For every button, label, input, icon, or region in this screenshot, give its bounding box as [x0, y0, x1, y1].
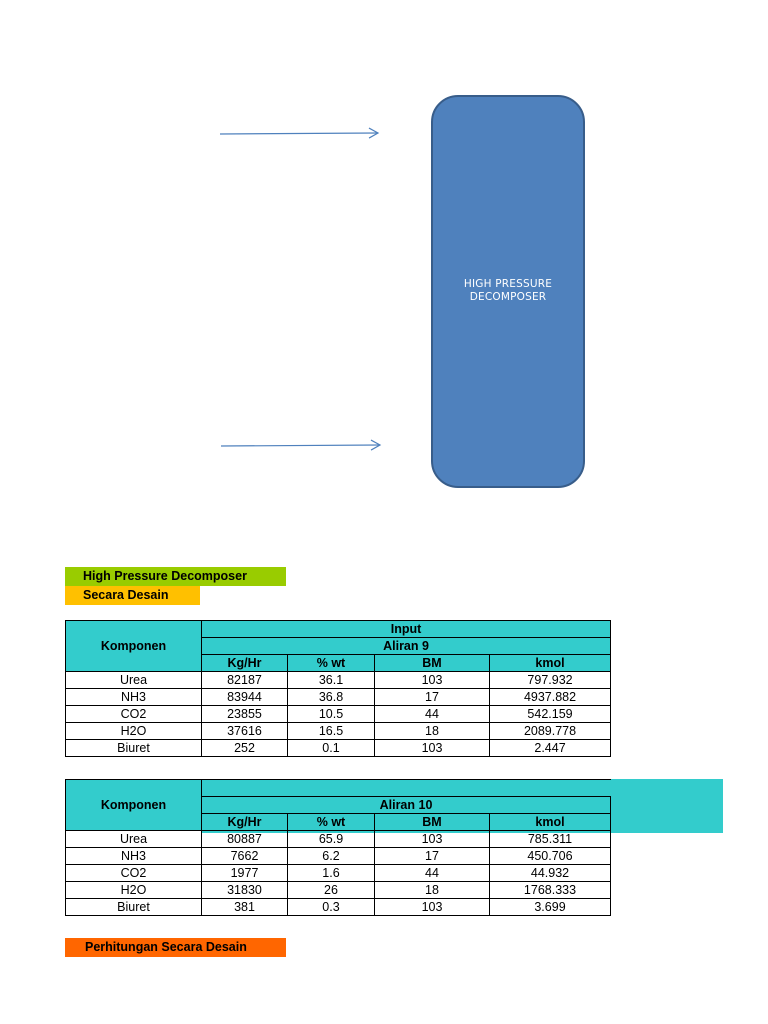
- inlet-arrow-top: [220, 133, 378, 134]
- table-cell: 450.706: [490, 848, 611, 865]
- table-cell: 103: [375, 672, 490, 689]
- stream-header: Aliran 9: [202, 638, 611, 655]
- table-cell: 6.2: [288, 848, 375, 865]
- table-row: [66, 899, 611, 916]
- table-cell: 37616: [202, 723, 288, 740]
- stream-header: Aliran 10: [202, 797, 611, 814]
- col-header: kmol: [490, 814, 611, 831]
- col-header: % wt: [288, 814, 375, 831]
- table-cell: 3.699: [490, 899, 611, 916]
- table-row: [66, 865, 611, 882]
- table-cell: 31830: [202, 882, 288, 899]
- vessel-label-line1: HIGH PRESSURE: [463, 278, 553, 290]
- col-header: BM: [375, 655, 490, 672]
- table-cell: Biuret: [66, 899, 202, 916]
- table-cell: 0.3: [288, 899, 375, 916]
- inlet-arrow-bottom: [221, 445, 380, 446]
- komponen-header: Komponen: [66, 621, 202, 672]
- vessel-label-line2: DECOMPOSER: [469, 291, 547, 303]
- table-cell: 103: [375, 831, 490, 848]
- table-row: [66, 740, 611, 757]
- table-cell: 103: [375, 740, 490, 757]
- table-cell: H2O: [66, 882, 202, 899]
- table-cell: 797.932: [490, 672, 611, 689]
- table-cell: NH3: [66, 689, 202, 706]
- table-row: [66, 848, 611, 865]
- table-cell: 2.447: [490, 740, 611, 757]
- input-table: [65, 620, 611, 757]
- table-cell: 0.1: [288, 740, 375, 757]
- table-cell: 44: [375, 865, 490, 882]
- table-cell: 103: [375, 899, 490, 916]
- table-cell: NH3: [66, 848, 202, 865]
- col-header: kmol: [490, 655, 611, 672]
- table-row: [66, 882, 611, 899]
- table-cell: 83944: [202, 689, 288, 706]
- table-cell: 18: [375, 882, 490, 899]
- table-cell: 2089.778: [490, 723, 611, 740]
- table-cell: 252: [202, 740, 288, 757]
- col-header: % wt: [288, 655, 375, 672]
- table-cell: 36.1: [288, 672, 375, 689]
- table-cell: Biuret: [66, 740, 202, 757]
- table-cell: 82187: [202, 672, 288, 689]
- table-cell: 1.6: [288, 865, 375, 882]
- col-header: Kg/Hr: [202, 814, 288, 831]
- col-header: Kg/Hr: [202, 655, 288, 672]
- komponen-header: Komponen: [66, 780, 202, 831]
- table-cell: 381: [202, 899, 288, 916]
- table-row: [66, 672, 611, 689]
- table-cell: 16.5: [288, 723, 375, 740]
- table-cell: 65.9: [288, 831, 375, 848]
- table-cell: 36.8: [288, 689, 375, 706]
- table-cell: 10.5: [288, 706, 375, 723]
- vessel-label: [432, 278, 584, 304]
- section-title: High Pressure Decomposer: [65, 567, 286, 586]
- table-cell: 80887: [202, 831, 288, 848]
- table-cell: 18: [375, 723, 490, 740]
- table-cell: 785.311: [490, 831, 611, 848]
- table-cell: 542.159: [490, 706, 611, 723]
- table-cell: 17: [375, 848, 490, 865]
- table-cell: CO2: [66, 865, 202, 882]
- table-cell: 44: [375, 706, 490, 723]
- table-cell: 26: [288, 882, 375, 899]
- table-cell: CO2: [66, 706, 202, 723]
- table-cell: 4937.882: [490, 689, 611, 706]
- table-cell: 7662: [202, 848, 288, 865]
- table-cell: 23855: [202, 706, 288, 723]
- table-row: [66, 706, 611, 723]
- output-table: [65, 779, 611, 916]
- table-cell: Urea: [66, 672, 202, 689]
- table-cell: 17: [375, 689, 490, 706]
- calc-title: Perhitungan Secara Desain: [65, 938, 286, 957]
- table-row: [66, 831, 611, 848]
- table-row: [66, 689, 611, 706]
- group-header: [202, 780, 611, 797]
- table-cell: 44.932: [490, 865, 611, 882]
- col-header: BM: [375, 814, 490, 831]
- group-header: Input: [202, 621, 611, 638]
- table-cell: 1768.333: [490, 882, 611, 899]
- subtitle: Secara Desain: [65, 586, 200, 605]
- table-cell: Urea: [66, 831, 202, 848]
- table-cell: 1977: [202, 865, 288, 882]
- table-cell: H2O: [66, 723, 202, 740]
- table-row: [66, 723, 611, 740]
